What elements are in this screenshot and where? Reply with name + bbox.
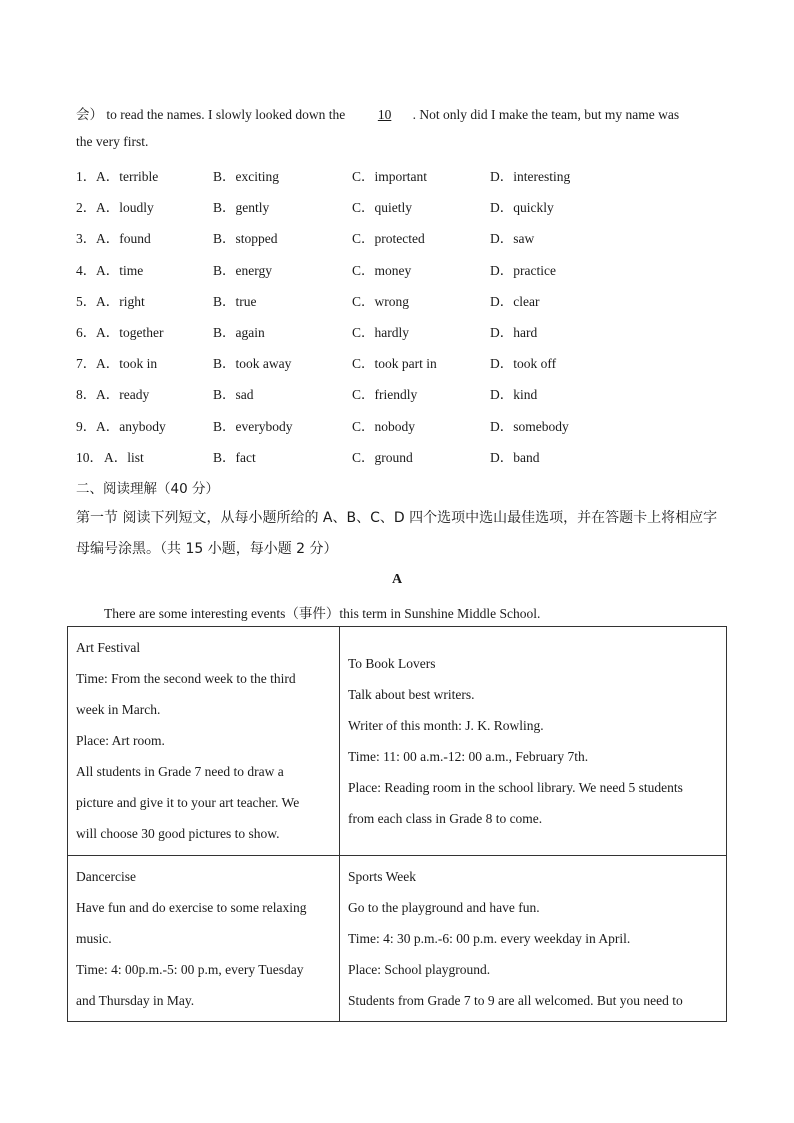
option-c: C．ground	[352, 450, 413, 465]
event-art-festival	[68, 627, 340, 856]
option-b: B．again	[213, 325, 265, 340]
option-b: B．gently	[213, 200, 270, 215]
option-c: C．took part in	[352, 356, 437, 371]
option-a: A．took in	[96, 356, 158, 371]
question-number: 7．	[76, 356, 97, 371]
question-number: 4．	[76, 263, 97, 278]
option-b: B．sad	[213, 387, 254, 402]
event-line: Place: Reading room in the school library. We need 5 students	[348, 780, 683, 795]
question-number: 5．	[76, 294, 97, 309]
option-c: C．quietly	[352, 200, 412, 215]
option-c: C．protected	[352, 231, 425, 246]
question-number: 8．	[76, 387, 97, 402]
question-number: 1．	[76, 169, 97, 184]
option-c: C．money	[352, 263, 412, 278]
option-c: C．hardly	[352, 325, 409, 340]
option-c: C．important	[352, 169, 427, 184]
event-line: will choose 30 good pictures to show.	[76, 826, 280, 841]
option-a: A．right	[96, 294, 145, 309]
event-line: picture and give it to your art teacher. We	[76, 795, 300, 810]
option-c: C．nobody	[352, 419, 416, 434]
event-line: week in March.	[76, 702, 161, 717]
event-line: Time: 11: 00 a.m.-12: 00 a.m., February 7th.	[348, 749, 589, 764]
option-d: D．kind	[490, 387, 538, 402]
question-number: 6．	[76, 325, 97, 340]
option-d: D．somebody	[490, 419, 569, 434]
option-c: C．friendly	[352, 387, 418, 402]
table-row	[68, 627, 727, 856]
question-number: 10．	[76, 450, 103, 465]
option-a: A．anybody	[96, 419, 166, 434]
event-line: Go to the playground and have fun.	[348, 900, 540, 915]
event-line: Students from Grade 7 to 9 are all welcomed. But you need to	[348, 993, 683, 1008]
passage-line-2: the very first.	[76, 134, 149, 149]
event-title: Art Festival	[76, 640, 141, 655]
option-d: D．clear	[490, 294, 540, 309]
option-d: D．band	[490, 450, 540, 465]
option-a: A．together	[96, 325, 164, 340]
event-sports-week	[340, 856, 727, 1022]
question-number: 3．	[76, 231, 97, 246]
option-a: A．found	[96, 231, 151, 246]
event-title: Dancercise	[76, 869, 136, 884]
event-dancercise	[68, 856, 340, 1022]
option-d: D．hard	[490, 325, 538, 340]
option-a: A．time	[96, 263, 144, 278]
event-title: To Book Lovers	[348, 656, 436, 671]
option-a: A．terrible	[96, 169, 159, 184]
option-b: B．fact	[213, 450, 256, 465]
section-heading: 二、阅读理解（40 分）	[76, 481, 219, 497]
passage-line-1	[76, 103, 679, 123]
option-d: D．saw	[490, 231, 535, 246]
option-d: D．took off	[490, 356, 557, 371]
event-line: Place: Art room.	[76, 733, 165, 748]
event-line: Place: School playground.	[348, 962, 491, 977]
option-a: A．ready	[96, 387, 150, 402]
option-a: A．list	[104, 450, 144, 465]
event-line: Have fun and do exercise to some relaxing	[76, 900, 307, 915]
option-b: B．everybody	[213, 419, 293, 434]
event-title: Sports Week	[348, 869, 417, 884]
option-b: B．energy	[213, 263, 272, 278]
event-line: Time: From the second week to the third	[76, 671, 296, 686]
event-line: from each class in Grade 8 to come.	[348, 811, 543, 826]
event-line: Writer of this month: J. K. Rowling.	[348, 718, 544, 733]
passage-label: A	[391, 572, 403, 587]
option-d: D．practice	[490, 263, 556, 278]
question-number: 9．	[76, 419, 97, 434]
event-line: Time: 4: 00p.m.-5: 00 p.m, every Tuesday	[76, 962, 304, 977]
event-book-lovers	[340, 627, 727, 856]
question-number: 2．	[76, 200, 97, 215]
passage-text-before-blank: 会） to read the names. I slowly looked down the	[76, 107, 346, 122]
passage-intro: There are some interesting events（事件）this term in Sunshine Middle School.	[104, 606, 541, 621]
table-row	[68, 856, 727, 1022]
option-a: A．loudly	[96, 200, 154, 215]
blank-10: 10	[377, 107, 392, 122]
option-b: B．took away	[213, 356, 292, 371]
option-b: B．stopped	[213, 231, 278, 246]
option-b: B．true	[213, 294, 257, 309]
section-instruction: 第一节 阅读下列短文，从每小题所给的 A、B、C、D 四个选项中选山最佳选项，并在答题卡上将相应字母编号涂黑。（共 15 小题，每小题 2 分）	[76, 510, 718, 557]
passage-text-after-blank: . Not only did I make the team, but my name was	[412, 107, 680, 122]
event-line: and Thursday in May.	[76, 993, 195, 1008]
option-d: D．interesting	[490, 169, 571, 184]
event-line: music.	[76, 931, 112, 946]
event-line: Talk about best writers.	[348, 687, 475, 702]
event-line: Time: 4: 30 p.m.-6: 00 p.m. every weekday in April.	[348, 931, 631, 946]
option-c: C．wrong	[352, 294, 409, 309]
option-b: B．exciting	[213, 169, 279, 184]
option-d: D．quickly	[490, 200, 554, 215]
event-line: All students in Grade 7 need to draw a	[76, 764, 284, 779]
events-table	[67, 626, 727, 1022]
